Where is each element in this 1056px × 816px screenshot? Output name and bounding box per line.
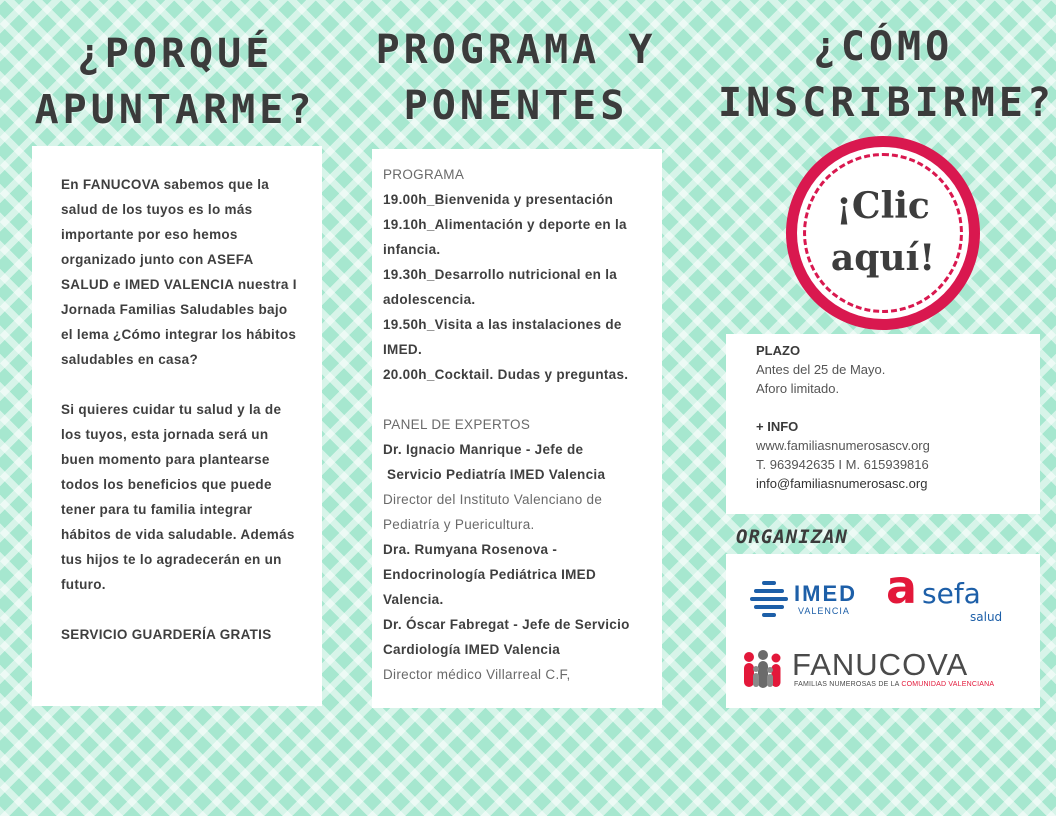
title-line-1: ¿PORQUÉ <box>76 31 274 77</box>
organizan-label: ORGANIZAN <box>736 526 848 548</box>
expert-2-name: Dra. Rumyana Rosenova - Endocrinología Pediátrica IMED Valencia. <box>383 542 597 607</box>
asefa-logo <box>886 560 1016 628</box>
imed-logo <box>750 580 870 620</box>
asefa-a-letter: a <box>886 560 918 614</box>
guarderia-note: SERVICIO GUARDERÍA GRATIS <box>61 627 272 642</box>
panel-programa <box>372 149 662 708</box>
panel-why <box>32 146 322 706</box>
cta-line-2: aquí! <box>830 237 936 279</box>
info-web-link[interactable]: www.familiasnumerosascv.org <box>756 438 930 453</box>
programa-item: 19.10h_Alimentación y deporte en la infancia. <box>383 217 627 257</box>
title-como-inscribirme <box>718 19 1055 131</box>
clic-aqui-dashed-ring <box>803 153 963 313</box>
clic-aqui-button[interactable] <box>786 136 980 330</box>
programa-item: 19.50h_Visita a las instalaciones de IMED. <box>383 317 622 357</box>
why-paragraph-2: Si quieres cuidar tu salud y la de los tuyos, esta jornada será un buen momento para plantearse todos los beneficios que puede tener para tu familia integrar hábitos de vida saludable. Además tus hijos te lo agradecerán en un futuro. <box>61 402 295 592</box>
expert-1-desc: Director del Instituto Valenciano de Pediatría y Puericultura. <box>383 492 603 532</box>
title-programa-ponentes <box>358 22 674 134</box>
imed-wordmark: IMED <box>794 581 857 606</box>
plazo-label: PLAZO <box>756 343 801 358</box>
cta-line-1: ¡Clic <box>836 185 930 227</box>
info-label: + INFO <box>756 419 799 434</box>
plazo-aforo: Aforo limitado. <box>756 381 840 396</box>
fanucova-subtitle <box>794 681 994 688</box>
title-line-2: APUNTARME? <box>34 87 316 133</box>
fanucova-logo <box>740 647 1030 694</box>
fanucova-wordmark: FANUCOVA <box>792 647 969 682</box>
title-line-1: ¿CÓMO <box>812 24 954 70</box>
asefa-wordmark: sefa <box>922 577 981 610</box>
asefa-subtitle: salud <box>970 610 1003 624</box>
title-line-1: PROGRAMA Y <box>375 27 657 73</box>
expert-3-desc: Director médico Villarreal C.F, <box>383 667 571 682</box>
title-line-2: INSCRIBIRME? <box>718 80 1055 126</box>
fanucova-sub-part2: COMUNIDAD VALENCIANA <box>901 681 995 688</box>
plazo-date: Antes del 25 de Mayo. <box>756 362 886 377</box>
clic-aqui-inner <box>797 147 969 319</box>
panel-expertos-heading: PANEL DE EXPERTOS <box>383 417 531 432</box>
title-porque-apuntarme <box>16 26 334 138</box>
clic-aqui-label <box>831 180 935 284</box>
info-phones: T. 963942635 I M. 615939816 <box>756 457 929 472</box>
panel-info <box>726 334 1040 514</box>
expert-1-name: Dr. Ignacio Manrique - Jefe de <box>383 442 584 457</box>
info-email-link[interactable]: info@familiasnumerosasc.org <box>756 476 928 491</box>
family-figures-icon <box>740 650 786 690</box>
fanucova-sub-part1: FAMILIAS NUMEROSAS DE LA <box>794 681 902 688</box>
expert-1-name-cont: Servicio Pediatría IMED Valencia <box>383 467 606 482</box>
imed-emblem-icon <box>750 581 788 617</box>
programa-item: 19.30h_Desarrollo nutricional en la adolescencia. <box>383 267 618 307</box>
expert-3-name: Dr. Óscar Fabregat - Jefe de Servicio Cardiología IMED Valencia <box>383 617 630 657</box>
programa-item: 19.00h_Bienvenida y presentación <box>383 192 614 207</box>
imed-subtitle: VALENCIA <box>798 606 850 616</box>
programa-heading: PROGRAMA <box>383 167 465 182</box>
programa-item: 20.00h_Cocktail. Dudas y preguntas. <box>383 367 629 382</box>
panel-logos <box>726 554 1040 708</box>
why-paragraph-1: En FANUCOVA sabemos que la salud de los tuyos es lo más importante por eso hemos organizado junto con ASEFA SALUD e IMED VALENCIA nuestra I Jornada Familias Saludables bajo el lema ¿Cómo integrar los hábitos saludables en casa? <box>61 177 297 367</box>
title-line-2: PONENTES <box>403 83 629 129</box>
